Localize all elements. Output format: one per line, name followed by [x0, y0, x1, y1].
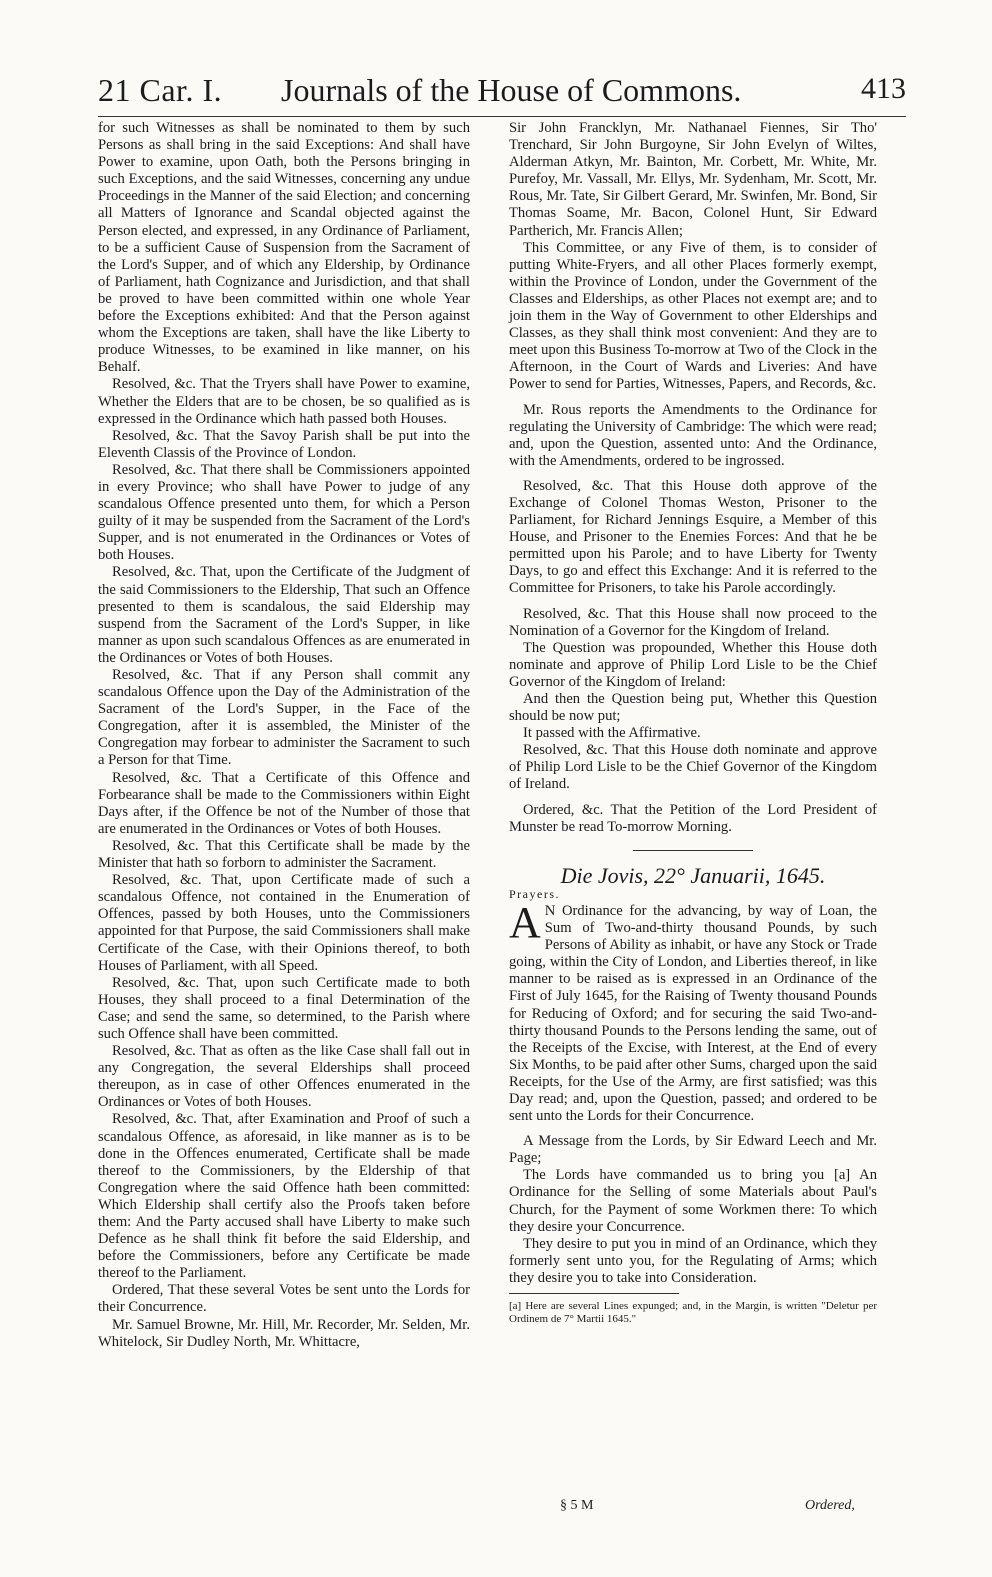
right-column	[509, 120, 877, 1326]
paragraph: The Lords have commanded us to bring you [a] An Ordinance for the Selling of some Materials about Paul's Church, for the Payment of some Workmen there: To which they desire your Concurrence.	[509, 1167, 877, 1235]
paragraph	[509, 897, 877, 1125]
page-number: 413	[861, 72, 906, 105]
paragraph: Resolved, &c. That if any Person shall commit any scandalous Offence upon the Day of the Administration of the Sacrament of the Lord's Supper, in the Face of the Congregation, after it is assembled, the Minister of the Congregation may forbear to administer the Sacrament to such a Person for that Time.	[98, 667, 470, 769]
paragraph: A Message from the Lords, by Sir Edward Leech and Mr. Page;	[509, 1133, 877, 1167]
dateline: Die Jovis, 22° Januarii, 1645.	[560, 862, 826, 888]
paragraph: Resolved, &c. That, upon the Certificate of the Judgment of the said Commissioners to the Eldership, That such an Offence presented to them is scandalous, the said Eldership may suspend from the Sacrament of the Lord's Supper, in like manner as upon such scandalous Offences as are enumerated in the Ordinances or Votes of both Houses.	[98, 564, 470, 666]
paragraph: And then the Question being put, Whether this Question should be now put;	[509, 691, 877, 725]
paragraph: Resolved, &c. That this House doth approve of the Exchange of Colonel Thomas Weston, Prisoner to the Parliament, for Richard Jennings Esquire, a Member of this House, and Prisoner to the Enemies Forces: And that he be permitted upon his Parole; and to have Liberty for Twenty Days, to go and effect this Exchange: And it is referred to the Committee for Prisoners, to take his Parole accordingly.	[509, 477, 877, 597]
paragraph: They desire to put you in mind of an Ordinance, which they formerly sent unto you, for the Regulating of Arms; which they desire you to take into Consideration.	[509, 1235, 877, 1286]
signature-mark: § 5 M	[560, 1498, 594, 1513]
paragraph: Mr. Samuel Browne, Mr. Hill, Mr. Recorder, Mr. Selden, Mr. Whitelock, Sir Dudley North, Mr. Whittacre,	[98, 1316, 470, 1350]
paragraph-text: N Ordinance for the advancing, by way of Loan, the Sum of Two-and-thirty thousand Pounds, by such Persons of Ability as inhabit, or have any Stock or Trade going, within the City of London, and Liberties thereof, in like manner to be raised as is expressed in an Ordinance of the First of July 1645, for the Raising of Twenty thousand Pounds for Reducing of Oxford; and for securing the said Two-and-thirty thousand Pounds to the Persons lending the same, out of the Receipts of the Excise, with Interest, at the End of every Six Months, to be paid after other Sums, charged upon the said Receipts, for the Use of the Army, are first satisfied; was this Day read; and, upon the Question, passed; and ordered to be sent unto the Lords for their Concurrence.	[509, 902, 877, 1125]
paragraph: Resolved, &c. That this House doth nominate and approve of Philip Lord Lisle to be the Chief Governor of the Kingdom of Ireland.	[509, 742, 877, 793]
paragraph: Resolved, &c. That the Savoy Parish shall be put into the Eleventh Classis of the Province of London.	[98, 427, 470, 461]
catchword: Ordered,	[805, 1498, 855, 1513]
paragraph: Resolved, &c. That, upon Certificate made of such a scandalous Offence, not contained in the Enumeration of Offences, passed by both Houses, unto the Commissioners appointed for that Purpose, the said Commissioners shall make Certificate of the Case, with their Opinions thereof, to both Houses of Parliament, with all Speed.	[98, 872, 470, 974]
paragraph: Mr. Rous reports the Amendments to the Ordinance for regulating the University of Cambridge: The which were read; and, upon the Question, assented unto: And the Ordinance, with the Amendments, ordered to be ingrossed.	[509, 401, 877, 469]
paragraph: It passed with the Affirmative.	[523, 725, 701, 742]
paragraph: This Committee, or any Five of them, is to consider of putting White-Fryers, and all other Places formerly exempt, within the Province of London, under the Government of the Classes and Elderships, as other Places not exempt are; and to join them in the Way of Government to other Elderships and Classes, as they shall think most convenient: And they are to meet upon this Business To-morrow at Two of the Clock in the Afternoon, in the Court of Wards and Liveries: And have Power to send for Parties, Witnesses, Papers, and Records, &c.	[509, 239, 877, 393]
paragraph: Sir John Francklyn, Mr. Nathanael Fiennes, Sir Tho' Trenchard, Sir John Burgoyne, Sir John Evelyn of Wiltes, Alderman Atkyn, Mr. Bainton, Mr. Corbett, Mr. White, Mr. Purefoy, Mr. Vassall, Mr. Ellys, Mr. Sydenham, Mr. Scott, Mr. Rous, Mr. Tate, Sir Gilbert Gerard, Mr. Swinfen, Mr. Bond, Sir Thomas Soame, Mr. Bacon, Colonel Hunt, Sir Edward Partherich, Mr. Francis Allen;	[509, 120, 877, 239]
prayers-heading: Prayers.	[509, 886, 560, 901]
footnote-rule	[509, 1293, 679, 1294]
drop-cap: A	[509, 897, 541, 947]
paragraph: for such Witnesses as shall be nominated to them by such Persons as shall bring in the said Exceptions: And shall have Power to examine, upon Oath, both the Persons bringing in such Exceptions, and the said Witnesses, concerning any undue Proceedings in the Manner of the said Election; and concerning all Matters of Ignorance and Scandal objected against the Person elected, and expressed, in any Ordinance of Parliament, to be a sufficient Cause of Suspension from the Sacrament of the Lord's Supper, and of which any Eldership, by Ordinance of Parliament, hath Cognizance and Jurisdiction, and that shall be proved to have been committed within one whole Year before the Exceptions exhibited: And that the Person against whom the Exceptions are taken, shall have the like Liberty to produce Witnesses, to be examined in like manner, on his Behalf.	[98, 120, 470, 376]
paragraph: Ordered, That these several Votes be sent unto the Lords for their Concurrence.	[98, 1282, 470, 1316]
journal-title: Journals of the House of Commons.	[281, 72, 742, 108]
paragraph: Resolved, &c. That the Tryers shall have Power to examine, Whether the Elders that are to be chosen, be so qualified as is expressed in the Ordinance which hath passed both Houses.	[98, 376, 470, 427]
footnote: [a] Here are several Lines expunged; and, in the Margin, is written "Deletur per Ordinem de 7° Martii 1645."	[509, 1300, 877, 1325]
paragraph: Resolved, &c. That, after Examination and Proof of such a scandalous Offence, as aforesaid, in like manner as is to be done in the Offences enumerated, Certificate shall be made thereof to the Commissioners, by the Eldership of that Congregation where the said Offence hath been committed: Which Eldership shall certify also the Proofs taken before them: And the Party accused shall have Liberty to make such Defence as he shall think fit before the said Eldership, and before the Commissioners, before any Certificate be made thereof to the Parliament.	[98, 1111, 470, 1282]
running-header	[98, 72, 906, 112]
left-column	[98, 120, 470, 1351]
section-rule	[633, 850, 753, 851]
paragraph: Resolved, &c. That, upon such Certificate made to both Houses, they shall proceed to a final Determination of the Case; and send the same, so determined, to the Parish where such Offence shall have been committed.	[98, 974, 470, 1042]
paragraph: Ordered, &c. That the Petition of the Lord President of Munster be read To-morrow Morning.	[509, 801, 877, 835]
paragraph: Resolved, &c. That this Certificate shall be made by the Minister that hath so forborn to administer the Sacrament.	[98, 837, 470, 872]
paragraph: Resolved, &c. That as often as the like Case shall fall out in any Congregation, the several Elderships shall proceed thereupon, as in case of other Offences enumerated in the Ordinances or Votes of both Houses.	[98, 1043, 470, 1111]
paragraph: Resolved, &c. That this House shall now proceed to the Nomination of a Governor for the Kingdom of Ireland.	[509, 605, 877, 639]
paragraph: Resolved, &c. That a Certificate of this Offence and Forbearance shall be made to the Commissioners within Eight Days after, if the Offence be not of the Number of those that are enumerated in the Ordinances or Votes of both Houses.	[98, 769, 470, 837]
header-rule	[98, 116, 906, 117]
paragraph: The Question was propounded, Whether this House doth nominate and approve of Philip Lord Lisle to be the Chief Governor of the Kingdom of Ireland:	[509, 639, 877, 690]
regnal-year: 21 Car. I.	[98, 72, 223, 108]
paragraph: Resolved, &c. That there shall be Commissioners appointed in every Province; who shall have Power to judge of any scandalous Offence presented unto them, for which a Person guilty of it may be suspended from the Sacrament of the Lord's Supper, and is not enumerated in the Ordinances or Votes of both Houses.	[98, 461, 470, 564]
